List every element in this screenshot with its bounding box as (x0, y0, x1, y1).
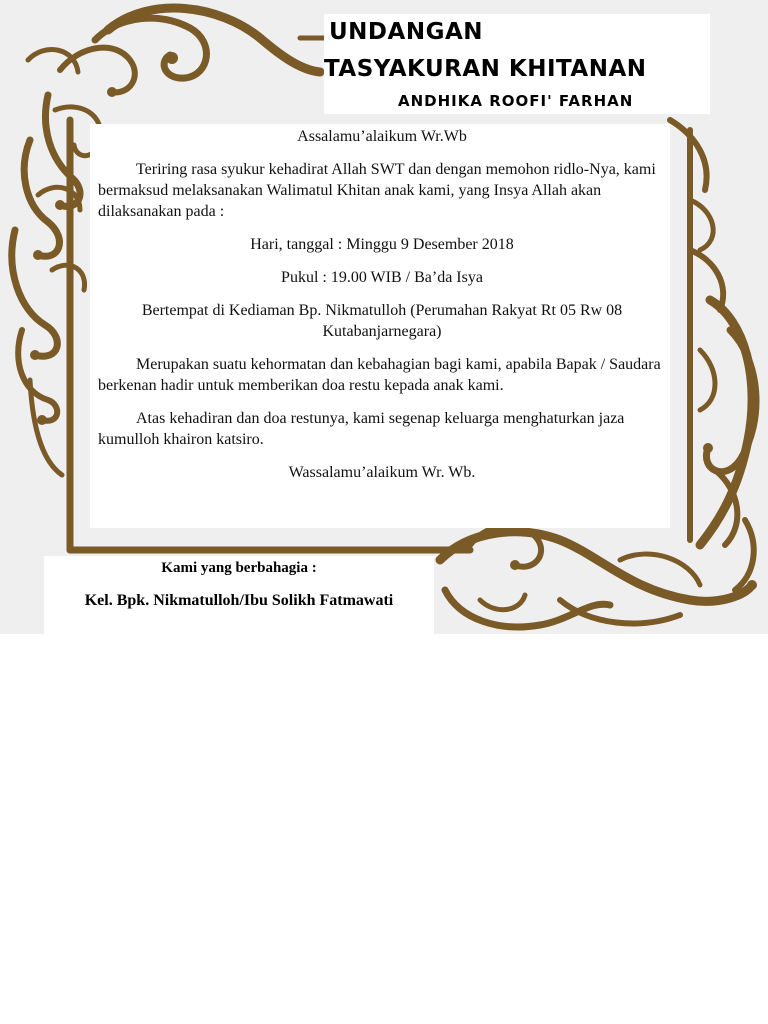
signature-family: Kel. Bpk. Nikmatulloh/Ibu Solikh Fatmawati (84, 592, 394, 609)
title-line-2: TASYAKURAN KHITANAN (324, 56, 647, 82)
child-name: ANDHIKA ROOFI' FARHAN (398, 92, 634, 110)
thanks-paragraph: Atas kehadiran dan doa restunya, kami segenap keluarga menghaturkan jaza kumulloh khairon katsiro. (98, 410, 625, 448)
title-line-1: UNDANGAN (329, 19, 483, 45)
closing: Wassalamu’alaikum Wr. Wb. (288, 464, 476, 481)
invitation-body (98, 126, 666, 483)
honor-paragraph: Merupakan suatu kehormatan dan kebahagian bagi kami, apabila Bapak / Saudara berkenan hadir untuk memberikan doa restu kepada anak kami. (98, 356, 661, 394)
time-line: Pukul : 19.00 WIB / Ba’da Isya (281, 269, 483, 286)
greeting: Assalamu’alaikum Wr.Wb (297, 128, 467, 145)
intro-paragraph: Teriring rasa syukur kehadirat Allah SWT dan dengan memohon ridlo-Nya, kami bermaksud melaksanakan Walimatul Khitan anak kami, yang Insya Allah akan dilaksanakan pada : (98, 161, 656, 220)
signature-label: Kami yang berbahagia : (161, 560, 317, 576)
venue-line: Bertempat di Kediaman Bp. Nikmatulloh (Perumahan Rakyat Rt 05 Rw 08 Kutabanjarnegara) (141, 302, 623, 340)
date-line: Hari, tanggal : Minggu 9 Desember 2018 (250, 236, 514, 253)
